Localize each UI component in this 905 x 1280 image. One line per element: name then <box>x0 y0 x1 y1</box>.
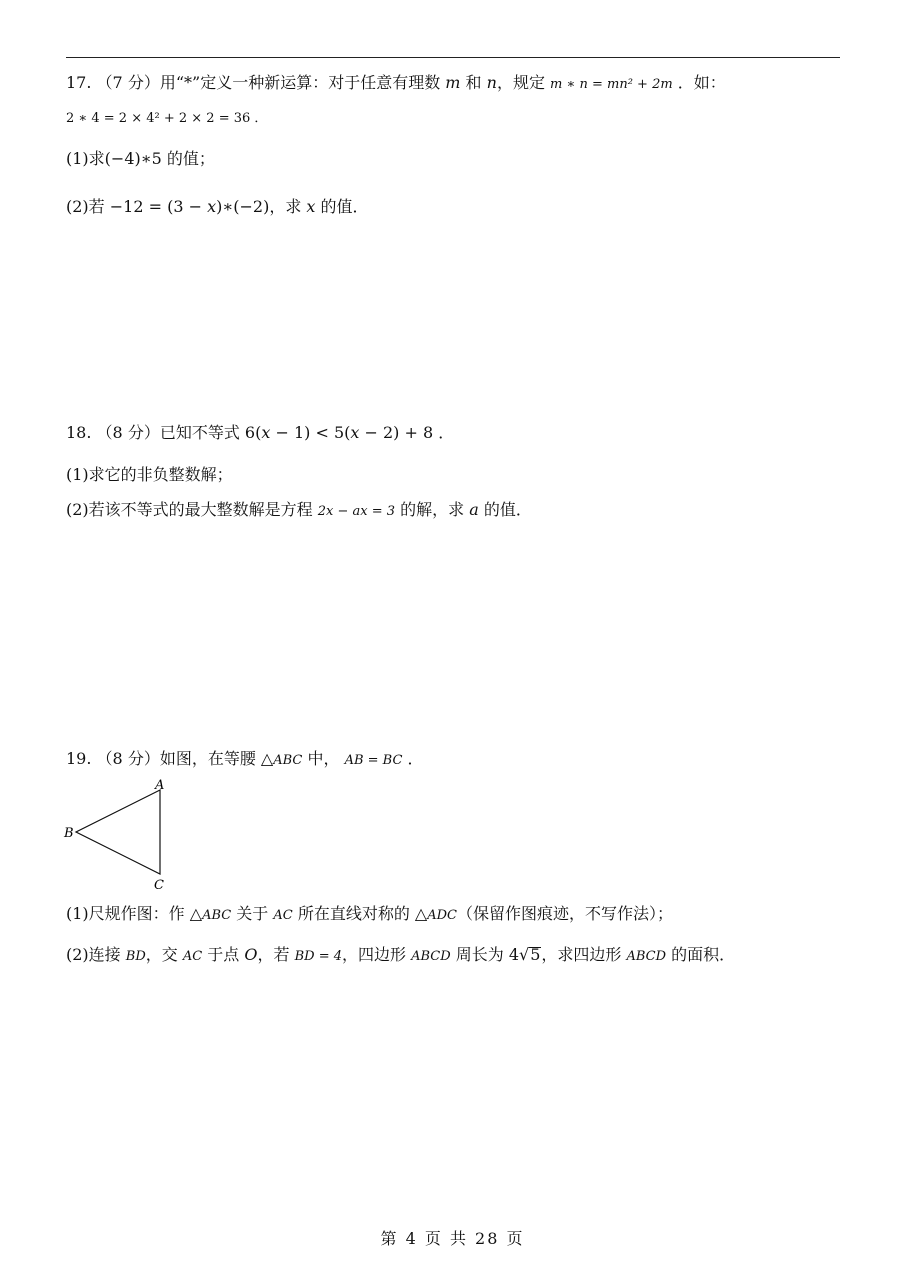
q17-and: 和 <box>460 73 487 92</box>
q19-number: 19. <box>66 749 92 768</box>
q19-p2-b: ，交 <box>145 945 183 964</box>
q18-stem <box>66 422 454 444</box>
q19-p1-adc: ADC <box>427 908 457 923</box>
q17-example: 2 ∗ 4 = 2 × 4² + 2 × 2 = 36 <box>66 111 251 126</box>
q19-p2-g: ，求四边形 <box>541 945 627 964</box>
q19-p2-h: 的面积． <box>666 945 736 964</box>
q17-p2-x: x <box>207 197 217 216</box>
q17-formula: m ∗ n = mn² + 2m <box>550 77 673 92</box>
q19-part1 <box>66 903 673 927</box>
q17-stem-b: ，规定 <box>496 73 551 92</box>
triangle-abc <box>76 790 160 874</box>
q17-var-n: n <box>486 73 497 92</box>
q19-p2-sqrt: 5 <box>530 945 541 964</box>
q17-p2-a: (2)若 −12 = (3 − <box>66 197 208 216</box>
q18-number: 18. <box>66 423 92 442</box>
q17-example-line <box>66 108 267 130</box>
q18-stem-c: − 2) + 8 ． <box>359 423 455 442</box>
q19-p2-a: (2)连接 <box>66 945 126 964</box>
q17-part1: (1)求(−4)∗5 的值； <box>66 149 215 168</box>
q18-stem-a: 已知不等式 6( <box>159 423 262 442</box>
q17-number: 17. <box>66 73 92 92</box>
q18-score: （8 分） <box>96 423 160 442</box>
q19-p1-ac: AC <box>273 908 293 923</box>
q17-period: ． <box>250 111 268 126</box>
q19-p2-bd: BD <box>125 949 146 964</box>
q18-p2-a: (2)若该不等式的最大整数解是方程 <box>66 500 318 519</box>
vertex-label-a: A <box>155 778 165 793</box>
q18-p2-a-var: a <box>469 500 479 519</box>
q18-x2: x <box>350 423 360 442</box>
q19-p1-b: 关于 <box>231 904 274 923</box>
q19-p1-a: (1)尺规作图：作 △ <box>66 904 203 923</box>
vertex-label-c: C <box>154 878 164 893</box>
q19-p2-bd4: BD = 4 <box>294 949 342 964</box>
q19-p2-c: 于点 <box>202 945 245 964</box>
q18-p2-b: 的解，求 <box>395 500 470 519</box>
q19-part2 <box>66 944 735 968</box>
q19-p1-abc: ABC <box>202 908 232 923</box>
q17-p2-b: )∗(−2)，求 <box>216 197 307 216</box>
q19-p2-abcd2: ABCD <box>626 949 667 964</box>
q17-score: （7 分） <box>96 73 160 92</box>
q17-stem <box>66 72 726 96</box>
q19-stem-b: 中， <box>302 749 345 768</box>
q17-p2-x2: x <box>306 197 316 216</box>
q17-part2 <box>66 196 369 218</box>
q18-part2 <box>66 499 532 523</box>
q19-p1-d: （保留作图痕迹，不写作法）； <box>456 904 673 923</box>
q19-p1-c: 所在直线对称的 △ <box>292 904 428 923</box>
q17-stem-a: 用“*”定义一种新运算：对于任意有理数 <box>159 73 446 92</box>
q19-p2-ac: AC <box>182 949 203 964</box>
q19-p2-f: 周长为 4 <box>450 945 520 964</box>
q19-p2-abcd: ABCD <box>411 949 451 964</box>
q18-stem-b: − 1) < 5( <box>270 423 351 442</box>
q18-x1: x <box>261 423 271 442</box>
vertex-label-b: B <box>64 826 74 841</box>
top-divider <box>66 57 840 58</box>
triangle-figure <box>58 778 188 896</box>
sqrt-icon: √ <box>519 945 530 964</box>
q17-stem-c: ．如： <box>672 73 726 92</box>
q19-stem-c: ． <box>402 749 424 768</box>
q19-stem <box>66 748 424 772</box>
q17-var-m: m <box>445 73 461 92</box>
q18-part1: (1)求它的非负整数解； <box>66 465 233 484</box>
q18-p2-equation: 2x − ax = 3 <box>317 504 396 519</box>
q19-abc: ABC <box>273 753 303 768</box>
q19-eq: AB = BC <box>344 753 403 768</box>
q19-p2-e: ，四边形 <box>342 945 412 964</box>
q19-stem-a: 如图，在等腰 △ <box>159 749 274 768</box>
q18-p2-c: 的值． <box>478 500 532 519</box>
q19-score: （8 分） <box>96 749 160 768</box>
q19-p2-o: O <box>244 945 258 964</box>
q17-p2-c: 的值． <box>315 197 369 216</box>
page-footer: 第 4 页 共 28 页 <box>380 1229 525 1248</box>
q19-p2-d: ，若 <box>257 945 295 964</box>
